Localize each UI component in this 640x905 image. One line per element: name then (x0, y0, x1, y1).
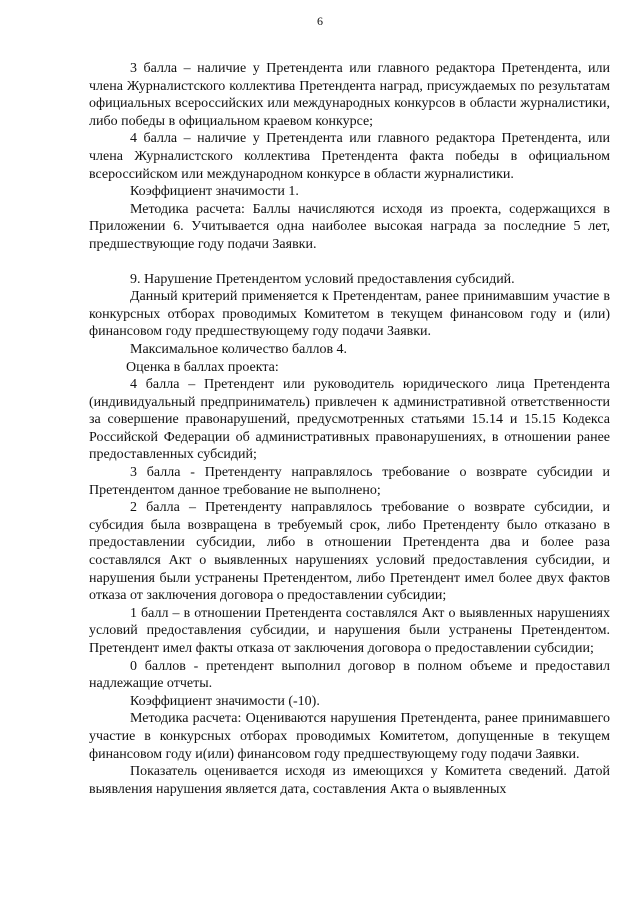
paragraph-significance-coefficient-negative: Коэффициент значимости (-10). (130, 693, 320, 709)
paragraph-significance-coefficient: Коэффициент значимости 1. (130, 184, 299, 200)
paragraph-score-heading: Оценка в баллах проекта: (126, 359, 279, 375)
paragraph-criterion-3-points: 3 балла – наличие у Претендента или главного редактора Претендента, или члена Журналистского коллектива Претендента наград, присуждаемых по результатам официальных всероссийских или международных конкурсов в области журналистики, либо победы в официальном краевом конкурсе; (89, 61, 610, 129)
document-body (89, 60, 610, 798)
paragraph-calculation-method-violations: Методика расчета: Оцениваются нарушения Претендента, ранее принимавшего участие в конкурсных отборах проводимых Комитетом, допущенные в текущем финансовом году и(или) финансовом году предшествующему году подачи Заявки. (89, 711, 610, 762)
paragraph-score-4: 4 балла – Претендент или руководитель юридического лица Претендента (индивидуальный предприниматель) привлечен к административной ответственности за совершение правонарушений, предусмотренных статьями 15.14 и 15.15 Кодекса Российской Федерации об административных правонарушениях, в отношении ранее предоставленных субсидий; (89, 377, 610, 463)
paragraph-score-1: 1 балл – в отношении Претендента составлялся Акт о выявленных нарушениях условий предоставления субсидии, и нарушения были устранены Претендентом. Претендент имел факты отказа от заключения договора о предоставлении субсидии; (89, 605, 610, 656)
page-number: 6 (317, 14, 323, 28)
paragraph-indicator-evaluation: Показатель оценивается исходя из имеющихся у Комитета сведений. Датой выявления нарушения является дата, составления Акта о выявленных (89, 764, 610, 797)
paragraph-criterion-4-points: 4 балла – наличие у Претендента или главного редактора Претендента, или члена Журналистского коллектива Претендента факта победы в официальном всероссийском или международном конкурсе в области журналистики. (89, 131, 610, 182)
paragraph-score-2: 2 балла – Претенденту направлялось требование о возврате субсидии, и субсидия была возвращена в требуемый срок, либо Претенденту было отказано в предоставлении субсидии, либо в отношении Претендента два и более раза составлялся Акт о выявленных нарушениях условий предоставления субсидии, и нарушения были устранены Претендентом, либо Претендент имел более двух фактов отказа от заключения договора о предоставлении субсидии; (89, 500, 610, 604)
paragraph-calculation-method: Методика расчета: Баллы начисляются исходя из проекта, содержащихся в Приложении 6. Учитывается одна наиболее высокая награда за последние 5 лет, предшествующие году подачи Заявки. (89, 201, 610, 252)
paragraph-score-3: 3 балла - Претенденту направлялось требование о возврате субсидии и Претендентом данное требование не выполнено; (89, 465, 610, 498)
section-heading-9: 9. Нарушение Претендентом условий предоставления субсидий. (130, 271, 515, 287)
paragraph-score-0: 0 баллов - претендент выполнил договор в полном объеме и предоставил надлежащие отчеты. (89, 658, 610, 692)
paragraph-criterion-description: Данный критерий применяется к Претендентам, ранее принимавшим участие в конкурсных отборах проводимых Комитетом в текущем финансовом году и (или) финансовом году предшествующему году подачи Заявки. (89, 289, 610, 340)
paragraph-max-points: Максимальное количество баллов 4. (130, 341, 348, 357)
